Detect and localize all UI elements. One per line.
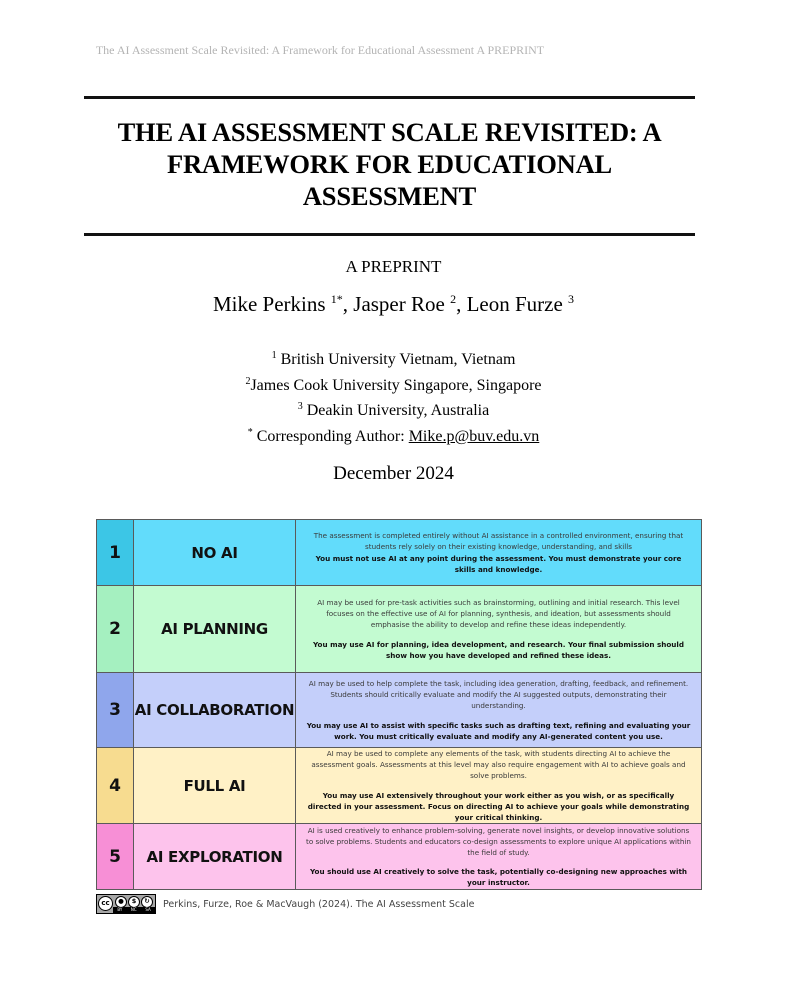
affiliation: [0, 396, 787, 422]
scale-credit: Perkins, Furze, Roe & MacVaugh (2024). The AI Assessment Scale: [163, 898, 475, 910]
level-name: NO AI: [134, 520, 296, 586]
scale-footer: [96, 894, 474, 914]
author-affiliation-mark: 3: [568, 292, 575, 306]
level-description: AI may be used to complete any elements of the task, with students directing AI to achieve the assessment goals. Assessments at this level may also require engagement with AI to achieve goals and solve problems.: [311, 749, 686, 780]
level-instruction: You should use AI creatively to solve the task, potentially co-designing new approaches with your instructor.: [309, 867, 688, 887]
level-description-cell: [296, 520, 702, 586]
scale-level-row: [97, 748, 702, 824]
affiliation-list: [0, 345, 787, 422]
corresponding-label: Corresponding Author:: [252, 428, 409, 445]
level-instruction: You may use AI extensively throughout your work either as you wish, or as specifically directed in your assessment. Focus on directing AI to achieve your goals while demonstrating your critical thinking.: [307, 791, 690, 822]
author-list: Mike Perkins $^{1*}$, Jasper Roe $^2$, Leon Furze $^3$: [212, 292, 575, 316]
scale-level-row: [97, 586, 702, 673]
ai-assessment-scale-table: [96, 519, 702, 890]
level-description-cell: [296, 673, 702, 748]
author-name: Mike Perkins: [212, 292, 326, 316]
creative-commons-license-icon: [96, 894, 156, 914]
level-instruction: You must not use AI at any point during the assessment. You must demonstrate your core skills and knowledge.: [315, 554, 682, 574]
level-description: AI is used creatively to enhance problem-solving, generate novel insights, or develop innovative solutions to solve problems. Students and educators co-design assessments to explore unique AI applications within the field of study.: [306, 826, 691, 857]
affiliation: [0, 371, 787, 397]
running-head: The AI Assessment Scale Revisited: A Framework for Educational Assessment A PREPRINT: [95, 43, 545, 57]
cc-icon: cc: [98, 896, 113, 911]
level-number: 2: [97, 586, 134, 673]
corresponding-email-link[interactable]: Mike.p@buv.edu.vn: [408, 428, 540, 445]
author-affiliation-mark: 2: [450, 292, 457, 306]
author-name: Leon Furze: [466, 292, 563, 316]
affiliation-mark: 3: [297, 401, 303, 412]
level-number: 5: [97, 824, 134, 890]
affiliation-mark: 2: [245, 375, 251, 387]
level-instruction: You may use AI for planning, idea development, and research. Your final submission should show how you have developed and refined these ideas.: [312, 640, 685, 660]
affiliation: [0, 345, 787, 371]
license-label-nc: NC: [130, 907, 137, 912]
sharealike-icon: ↻: [141, 896, 153, 908]
title-rule-bottom: [84, 233, 695, 236]
author-affiliation-mark: 1*: [330, 292, 343, 306]
affiliation-mark: 1: [271, 350, 277, 361]
noncommercial-icon: $: [128, 896, 140, 908]
level-name: AI EXPLORATION: [134, 824, 296, 890]
level-name: AI PLANNING: [134, 586, 296, 673]
level-description: AI may be used for pre-task activities such as brainstorming, outlining and initial research. This level focuses on the effective use of AI for planning, synthesis, and ideation, but assessments should emphasise the ability to develop and refine these ideas independently.: [317, 598, 680, 629]
level-description-cell: [296, 586, 702, 673]
level-number: 1: [97, 520, 134, 586]
title-rule-top: [84, 96, 695, 99]
license-label-by: BY: [117, 907, 123, 912]
level-name: AI COLLABORATION: [134, 673, 296, 748]
level-number: 4: [97, 748, 134, 824]
scale-level-row: [97, 824, 702, 890]
level-name: FULL AI: [134, 748, 296, 824]
level-instruction: You may use AI to assist with specific tasks such as drafting text, refining and evaluating your work. You must critically evaluate and modify any AI-generated content you use.: [306, 721, 691, 741]
level-description: AI may be used to help complete the task, including idea generation, drafting, feedback, and refinement. Students should critically evaluate and modify the AI suggested outputs, demonstrating their understanding.: [308, 679, 689, 710]
license-labels: [113, 907, 155, 913]
attribution-icon: ●: [115, 896, 127, 908]
author-name: Jasper Roe: [353, 292, 445, 316]
scale-level-row: [97, 520, 702, 586]
corresponding-mark: *: [247, 427, 253, 438]
level-description-cell: [296, 748, 702, 824]
level-description-cell: [296, 824, 702, 890]
publication-date: December 2024: [333, 463, 454, 484]
preprint-label: A PREPRINT: [345, 257, 442, 276]
affiliation-text: Deakin University, Australia: [302, 402, 490, 419]
scale-level-row: [97, 673, 702, 748]
affiliation-text: James Cook University Singapore, Singapore: [250, 376, 542, 394]
level-description: The assessment is completed entirely without AI assistance in a controlled environment, ensuring that students rely solely on their existing knowledge, understanding, and skills: [313, 531, 684, 551]
affiliation-text: British University Vietnam, Vietnam: [276, 351, 516, 368]
license-label-sa: SA: [145, 907, 151, 912]
paper-title: THE AI ASSESSMENT SCALE REVISITED: A FRAMEWORK FOR EDUCATIONAL ASSESSMENT: [117, 117, 662, 211]
level-number: 3: [97, 673, 134, 748]
corresponding-author: [0, 427, 787, 446]
